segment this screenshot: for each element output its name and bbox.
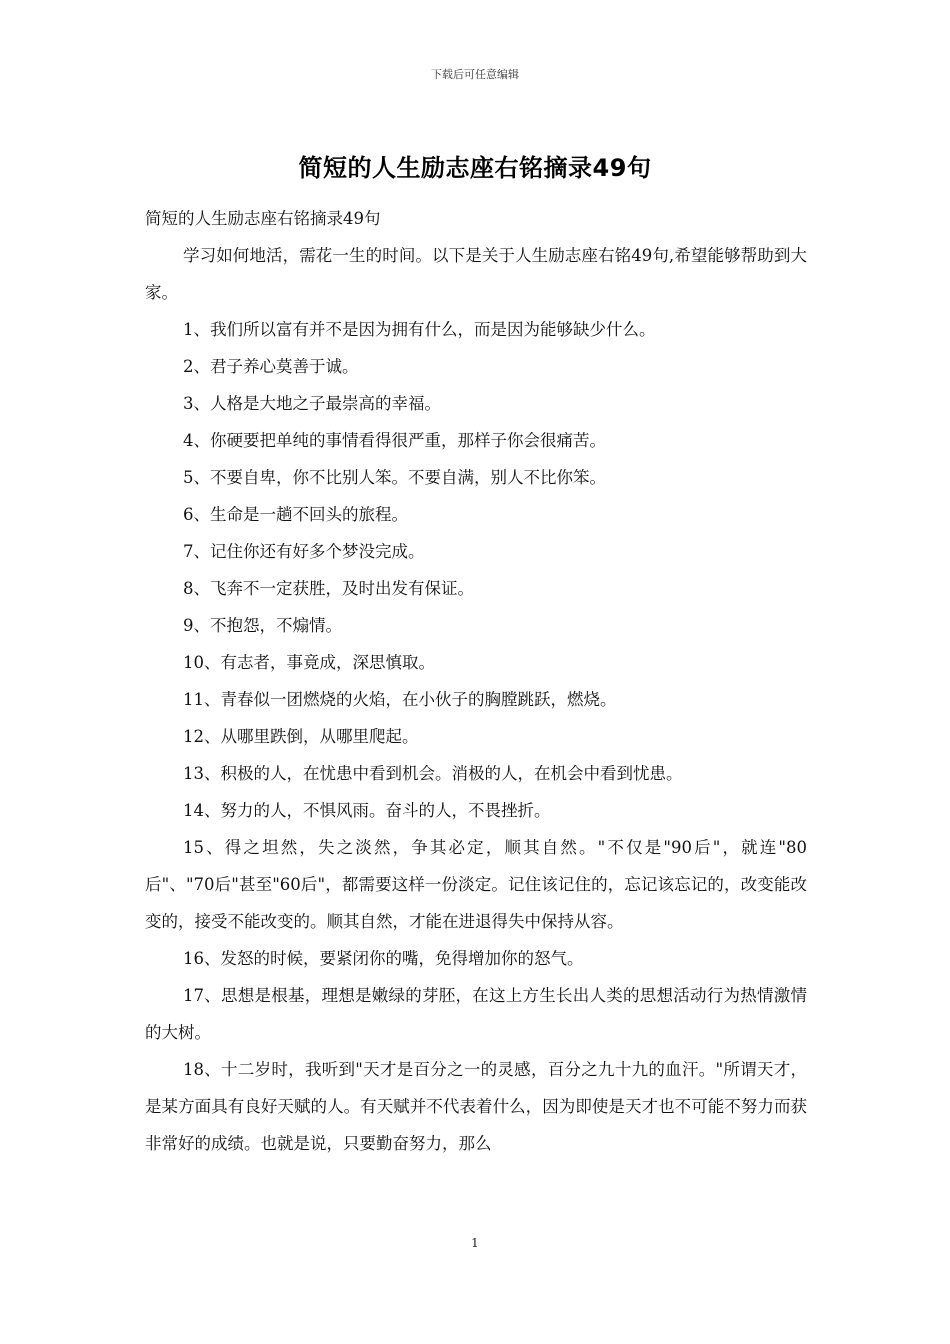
list-item: 17、思想是根基，理想是嫩绿的芽胚，在这上方生长出人类的思想活动行为热情激情的大树。: [145, 986, 807, 1042]
list-item: 10、有志者，事竟成，深思慎取。: [183, 653, 435, 672]
list-item: 15、得之坦然，失之淡然，争其必定，顺其自然。"不仅是"90后"，就连"80后"、"70后"甚至"60后"，都需要这样一份淡定。记住该记住的，忘记该忘记的，改变能改变的，接受不能改变的。顺其自然，才能在进退得失中保持从容。: [145, 838, 807, 931]
list-item: 7、记住你还有好多个梦没完成。: [183, 542, 425, 561]
list-item: 1、我们所以富有并不是因为拥有什么，而是因为能够缺少什么。: [183, 320, 656, 339]
intro-paragraph: 学习如何地活，需花一生的时间。以下是关于人生励志座右铭49句,希望能够帮助到大家。: [145, 246, 807, 302]
list-item: 2、君子养心莫善于诚。: [183, 357, 359, 376]
list-item: 5、不要自卑，你不比别人笨。不要自满，别人不比你笨。: [183, 468, 606, 487]
list-item: 12、从哪里跌倒，从哪里爬起。: [183, 727, 419, 746]
document-subtitle: 简短的人生励志座右铭摘录49句: [145, 209, 381, 228]
list-item: 8、飞奔不一定获胜，及时出发有保证。: [183, 579, 474, 598]
document-title: 简短的人生励志座右铭摘录49句: [298, 154, 652, 182]
list-item: 9、不抱怨，不煽情。: [183, 616, 342, 635]
page-header-note: 下载后可任意编辑: [431, 68, 519, 81]
list-item: 14、努力的人，不惧风雨。奋斗的人，不畏挫折。: [183, 801, 551, 820]
list-item: 6、生命是一趟不回头的旅程。: [183, 505, 408, 524]
list-item: 4、你硬要把单纯的事情看得很严重，那样子你会很痛苦。: [183, 431, 606, 450]
list-item: 13、积极的人，在忧患中看到机会。消极的人，在机会中看到忧患。: [183, 764, 683, 783]
list-item: 18、十二岁时，我听到"天才是百分之一的灵感，百分之九十九的血汗。"所谓天才，是某方面具有良好天赋的人。有天赋并不代表着什么，因为即使是天才也不可能不努力而获非常好的成绩。也就是说，只要勤奋努力，那么: [145, 1060, 807, 1153]
document-body: [145, 200, 807, 1162]
page-number: 1: [471, 1236, 479, 1250]
list-item: 11、青春似一团燃烧的火焰，在小伙子的胸膛跳跃，燃烧。: [183, 690, 617, 709]
list-item: 3、人格是大地之子最崇高的幸福。: [183, 394, 441, 413]
list-item: 16、发怒的时候，要紧闭你的嘴，免得增加你的怒气。: [183, 949, 584, 968]
